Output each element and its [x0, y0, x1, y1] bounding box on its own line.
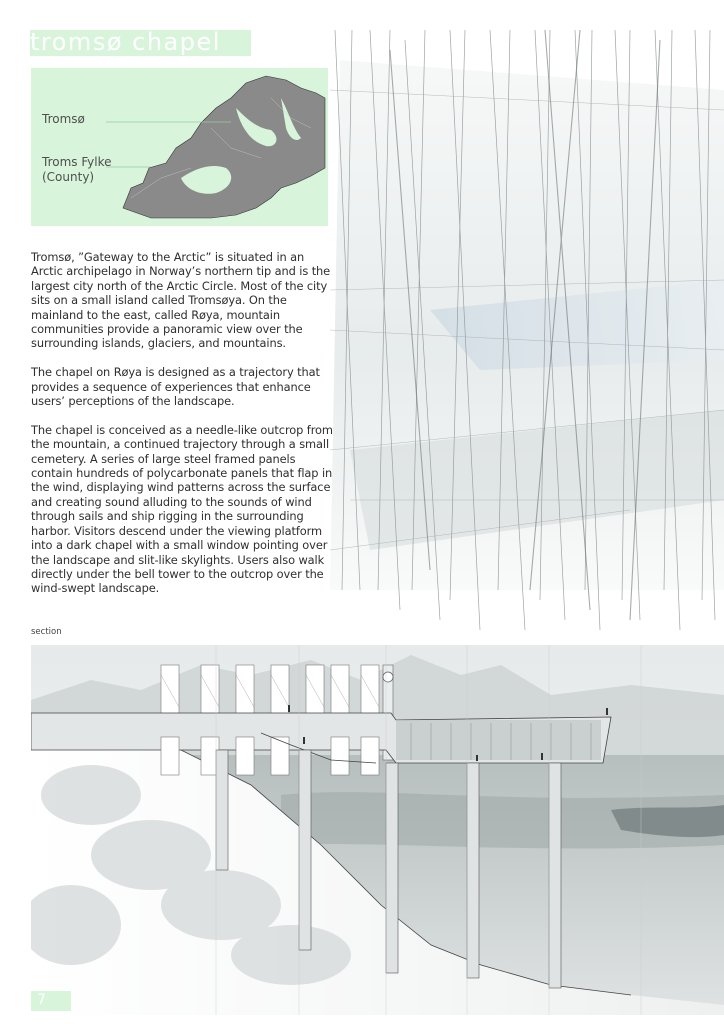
paragraph-design: The chapel is conceived as a needle-like outcrop from the mountain, a continued trajectory through a small cemetery. A series of large steel framed panels contain hundreds of polycarbonate panels that flap in the wind, displaying wind patterns across the surface and creating sound alluding to the sounds of wind through sails and ship rigging in the surrounding harbor. Visitors descend under the viewing platform into a dark chapel with a small window pointing over the landscape and slit-like skylights. Users also walk directly under the bell tower to the outcrop over the wind-swept landscape.	[31, 422, 333, 596]
page-number-box	[31, 991, 71, 1011]
location-map	[31, 68, 328, 226]
paragraph-intro: Tromsø, ”Gateway to the Arctic” is situated in an Arctic archipelago in Norway’s northern tip and is the largest city north of the Arctic Circle. Most of the city sits on a small island called Tromsøya. On the mainland to the east, called Røya, mountain communities provide a panoramic view over the surrounding islands, glaciers, and mountains.	[31, 250, 331, 351]
body-text	[31, 250, 337, 610]
section-drawing-image	[31, 645, 724, 1015]
map-label-tromso: Tromsø	[42, 112, 85, 126]
map-label-county: Troms Fylke (County)	[42, 155, 112, 184]
section-caption: section	[31, 627, 62, 637]
page-number: 7	[37, 992, 46, 1008]
title-banner	[30, 30, 251, 56]
page-title: tromsø chapel	[30, 28, 221, 56]
paragraph-trajectory: The chapel on Røya is designed as a trajectory that provides a sequence of experiences that enhance users’ perceptions of the landscape.	[31, 365, 320, 409]
panel-sketch-image	[330, 30, 724, 635]
map-image	[31, 68, 328, 226]
